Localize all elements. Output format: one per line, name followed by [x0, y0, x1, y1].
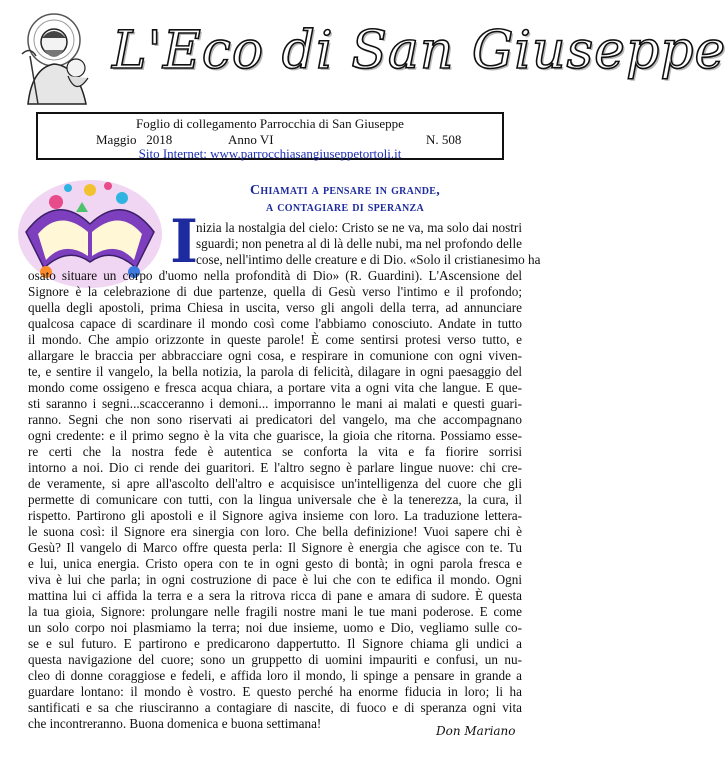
website-link[interactable]: Sito Internet: www.parrocchiasangiuseppetortoli.it — [138, 146, 402, 161]
headline-line-1: Chiamati a pensare in grande, — [249, 183, 441, 198]
article-line: guardare lontano: il mondo è vostro. E questo perché ha enorme fiducia in loro; li ha — [28, 684, 522, 699]
article-line: permette di comunicare con tutti, con la lingua universale che è la tenerezza, la cura, il — [28, 492, 522, 507]
article-line: che incontreranno. Buona domenica e buona settimana! — [28, 716, 322, 731]
article-headline — [170, 182, 520, 216]
article-line: re certi che la nostra fede è autentica se conforta la vita e fa fiorire sorrisi — [28, 444, 522, 459]
article-line: le suona così: il Signore era sinergia con loro. Che bella definizione! Vuoi sapere chi è — [28, 524, 522, 539]
article-line: mattina lui ci affida la terra e a sera la ritrova ricca di pane e amara di sudore. È questa — [28, 588, 522, 603]
saint-joseph-illustration — [8, 6, 106, 106]
drop-cap: I — [170, 207, 199, 277]
article-line: un solo corpo noi plasmiamo la terra; noi due insieme, uomo e Dio, vegliamo sulle co- — [28, 620, 522, 635]
article-line: de veramente, si apre all'ascolto dell'altro e acquisisce un'intelligenza del cuore che gli — [28, 476, 522, 491]
headline-line-2: a contagiare di speranza — [265, 200, 425, 215]
article-line: il mondo. Che ampio orizzonte in queste parole! È come sentirsi protesi verso tutto, e — [28, 332, 522, 347]
article-line: Signore è la celebrazione di due partenze, quella di Gesù verso l'intimo e il profondo; — [28, 284, 522, 299]
issue-volume: Anno VI — [228, 132, 274, 147]
article-line: ranno. Segni che non sono riservati ai predicatori del vangelo, ma che accompagnano — [28, 412, 522, 427]
article-line: sti saranno i segni...scacceranno i demoni... imporranno le mani ai malati e questi guari- — [28, 396, 522, 411]
article-line: te, e sentire il vangelo, la bella notizia, la parola di felicità, dilagare in ogni paesaggio del — [28, 364, 522, 379]
subtitle: Foglio di collegamento Parrocchia di San Giuseppe — [136, 116, 404, 131]
article-line: e lui, unica energia. Cristo opera con te in ogni gesto di bontà; in ogni parola fresca e — [28, 556, 522, 571]
article-line: se e sul futuro. E partirono e predicarono dappertutto. Il Signore chiama gli undici a — [28, 636, 522, 651]
article-line: viva è lui che parla; in ogni costruzione di pace è lui che con te edifica il mondo. Ogni — [28, 572, 522, 587]
article-line: ogni credente: e il primo segno è la vita che guarisce, la gioia che ritorna. Possiamo esse- — [28, 428, 522, 443]
article-line: rispetto. Partirono gli apostoli e il Signore agiva insieme con loro. La traduzione lettera- — [28, 508, 522, 523]
info-box — [36, 112, 504, 160]
article-line: nizia la nostalgia del cielo: Cristo se ne va, ma solo dai nostri — [196, 220, 522, 235]
article-line: osato situare un corpo d'uomo nella profondità di Dio» (R. Guardini). L'Ascensione del — [28, 268, 522, 283]
article-line: la tua gioia, Signore: prolungare nelle fragili nostre mani le tue mani poderose. E come — [28, 604, 522, 619]
issue-number: N. 508 — [426, 132, 462, 147]
article-line: allargare le braccia per abbracciare ogni cosa, e respirare in comunione con ogni viven- — [28, 348, 522, 363]
article-line: questa navigazione del cuore; sono un gruppetto di uomini impauriti e confusi, un nu- — [28, 652, 522, 667]
issue-date: Maggio 2018 — [96, 132, 173, 147]
article-line: qualcosa capace di scardinare il mondo così come l'abbiamo conosciuto. Andate in tutto — [28, 316, 522, 331]
article-line: quella degli apostoli, prima Chiesa in uscita, verso gli angoli della terra, ad annunciare — [28, 300, 522, 315]
newsletter-title: L'Eco di San Giuseppe — [112, 21, 726, 81]
article-line: santificati e sa che riusciranno a contagiare di nascite, di fuoco e di speranza ogni vita — [28, 700, 522, 715]
author-signature: Don Mariano — [436, 724, 516, 738]
article-line: cleo di donne coraggiose e fedeli, e affida loro il mondo, li spinge a pensare in grande a — [28, 668, 522, 683]
article-line: cose, nell'intimo delle creature e di Dio. «Solo il cristianesimo ha — [196, 252, 541, 267]
article-line: intorno a noi. Dio ci rende dei guaritori. E l'altro segno è parlare lingue nuove: chi cre- — [28, 460, 522, 475]
article-line: mondo come ossigeno e fresca acqua chiara, a portare vita a ogni vita che langue. E que- — [28, 380, 522, 395]
article-line: Gesù? Il vangelo di Marco offre questa perla: Il Signore è energia che agisce con te. Tu — [28, 540, 522, 555]
article-line: sguardi; non penetra al di là delle nubi, ma nel profondo delle — [196, 236, 522, 251]
